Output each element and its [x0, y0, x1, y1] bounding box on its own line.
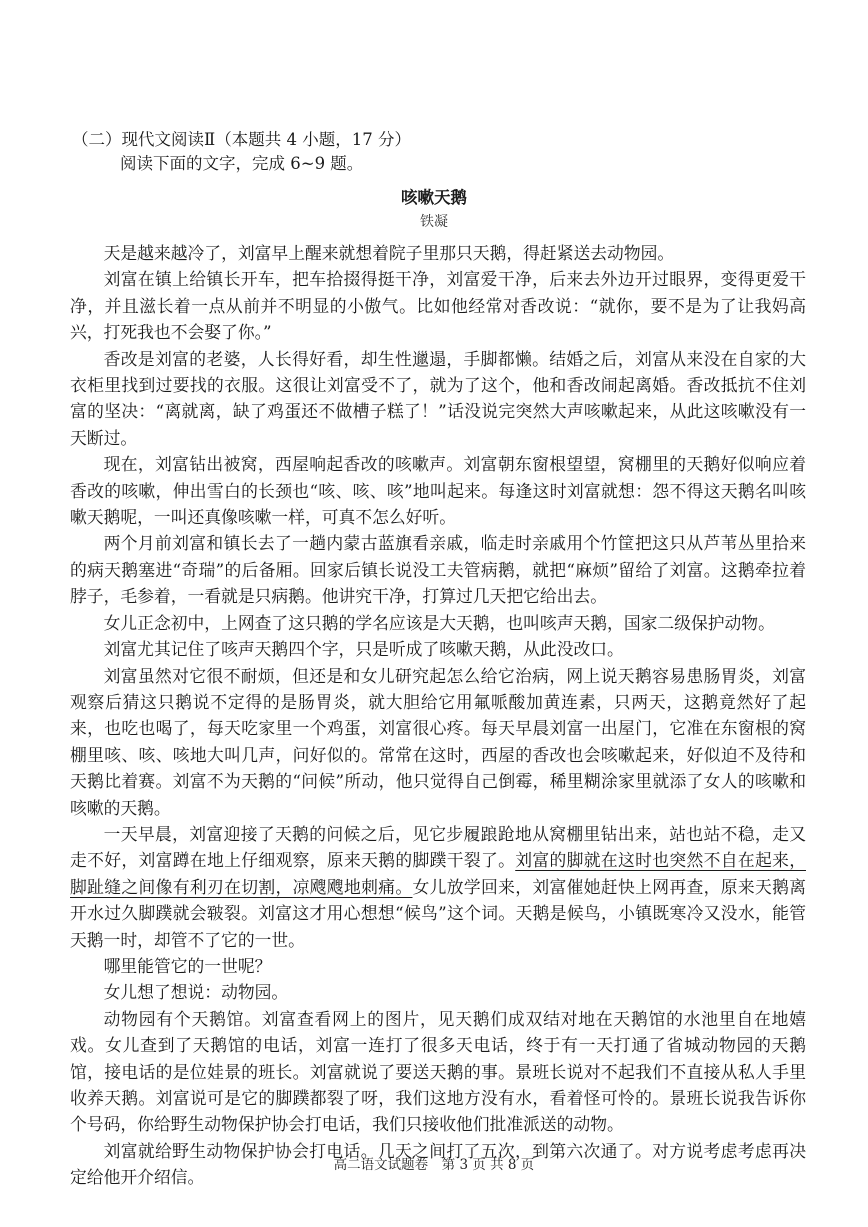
page-footer: 高二语文试题卷 第 3 页 共 8 页	[333, 1157, 535, 1173]
paragraph: 动物园有个天鹅馆。刘富查看网上的图片，见天鹅们成双结对地在天鹅馆的水池里自在地嬉戏。女儿查到了天鹅馆的电话，刘富一连打了很多天电话，终于有一天打通了省城动物园的天鹅馆，接电话的是位娃景的班长。刘富就说了要送天鹅的事。景班长说对不起我们不直接从私人手里收养天鹅。刘富说可是它的脚蹼都裂了呀，我们这地方没有水，看着怪可怜的。景班长说我告诉你个号码，你给野生动物保护协会打电话，我们只接收他们批准派送的动物。	[70, 1008, 806, 1135]
paragraph: 女儿正念初中，上网查了这只鹅的学名应该是大天鹅，也叫咳声天鹅，国家二级保护动物。	[103, 612, 775, 633]
paragraph-text: 女儿放学回来，刘富催她赶快上网再查，原来天鹅离开水过久脚蹼就会皲裂。刘富这才用心想想“候鸟”这个词。天鹅是候鸟，小镇既寒冷又没水，能管天鹅一时，却管不了它的一世。	[70, 876, 806, 950]
paragraph: 两个月前刘富和镇长去了一趟内蒙古蓝旗看亲戚，临走时亲戚用个竹筐把这只从芦苇丛里拾来的病天鹅塞进“奇瑞”的后备厢。回家后镇长说没工夫管病鹅，就把“麻烦”留给了刘富。这鹅牵拉着脖子，毛参着，一看就是只病鹅。他讲究干净，打算过几天把它给出去。	[70, 533, 806, 607]
section-heading: （二）现代文阅读Ⅱ（本题共 4 小题，17 分）	[72, 130, 411, 149]
paragraph: 香改是刘富的老婆，人长得好看，却生性邋遢，手脚都懒。结婚之后，刘富从来没在自家的大衣柜里找到过要找的衣服。这很让刘富受不了，就为了这个，他和香改闹起离婚。香改抵抗不住刘富的坚决：“离就离，缺了鸡蛋还不做槽子糕了！”话没说完突然大声咳嗽起来，从此这咳嗽没有一天断过。	[70, 348, 806, 448]
article-title: 咳嗽天鹅	[401, 188, 467, 207]
paragraph: 女儿想了想说：动物园。	[103, 982, 289, 1003]
article-body	[70, 240, 806, 1191]
paragraph: 现在，刘富钻出被窝，西屋响起香改的咳嗽声。刘富朝东窗根望望，窝棚里的天鹅好似响应着香改的咳嗽，伸出雪白的长颈也“咳、咳、咳”地叫起来。每逢这时刘富就想：怨不得这天鹅名叫咳嗽天鹅呢，一叫还真像咳嗽一样，可真不怎么好听。	[70, 454, 806, 528]
paragraph: 天是越来越冷了，刘富早上醒来就想着院子里那只天鹅，得赶紧送去动物园。	[103, 243, 675, 263]
underlined-sentence: 刘富的脚就在这时也突然不自在起来，脚趾缝之间像有利刃在切割，凉飕飕地刺痛。	[70, 850, 806, 897]
paragraph: 刘富就给野生动物保护协会打电话。几天之间打了五次，到第六次通了。对方说考虑考虑再决定给他开介绍信。	[70, 1140, 806, 1188]
paragraph-with-underline	[70, 821, 806, 953]
paragraph: 哪里能管它的一世呢？	[103, 955, 272, 976]
paragraph: 刘富在镇上给镇长开车，把车拾掇得挺干净，刘富爱干净，后来去外边开过眼界，变得更爱干净，并且滋长着一点从前并不明显的小傲气。比如他经常对香改说：“就你，要不是为了让我妈高兴，打死我也不会娶了你。”	[70, 269, 806, 343]
paragraph-text: 一天早晨，刘富迎接了天鹅的问候之后，见它步履踉跄地从窝棚里钻出来，站也站不稳，走又走不好，刘富蹲在地上仔细观察，原来天鹅的脚蹼干裂了。	[70, 823, 806, 871]
paragraph: 刘富虽然对它很不耐烦，但还是和女儿研究起怎么给它治病，网上说天鹅容易患肠胃炎，刘富观察后猜这只鹅说不定得的是肠胃炎，就大胆给它用氟哌酸加黄连素，只两天，这鹅竟然好了起来，也吃也喝了，每天吃家里一个鸡蛋，刘富很心疼。每天早晨刘富一出屋门，它准在东窗根的窝棚里咳、咳、咳地大叫几声，问好似的。常常在这时，西屋的香改也会咳嗽起来，好似迫不及待和天鹅比着赛。刘富不为天鹅的“问候”所动，他只觉得自己倒霉，稀里糊涂家里就添了女人的咳嗽和咳嗽的天鹅。	[70, 665, 806, 818]
article-author: 铁凝	[420, 214, 448, 230]
paragraph: 刘富尤其记住了咳声天鹅四个字，只是听成了咳嗽天鹅，从此没改口。	[103, 639, 624, 660]
reading-instruction: 阅读下面的文字，完成 6~9 题。	[120, 154, 364, 173]
